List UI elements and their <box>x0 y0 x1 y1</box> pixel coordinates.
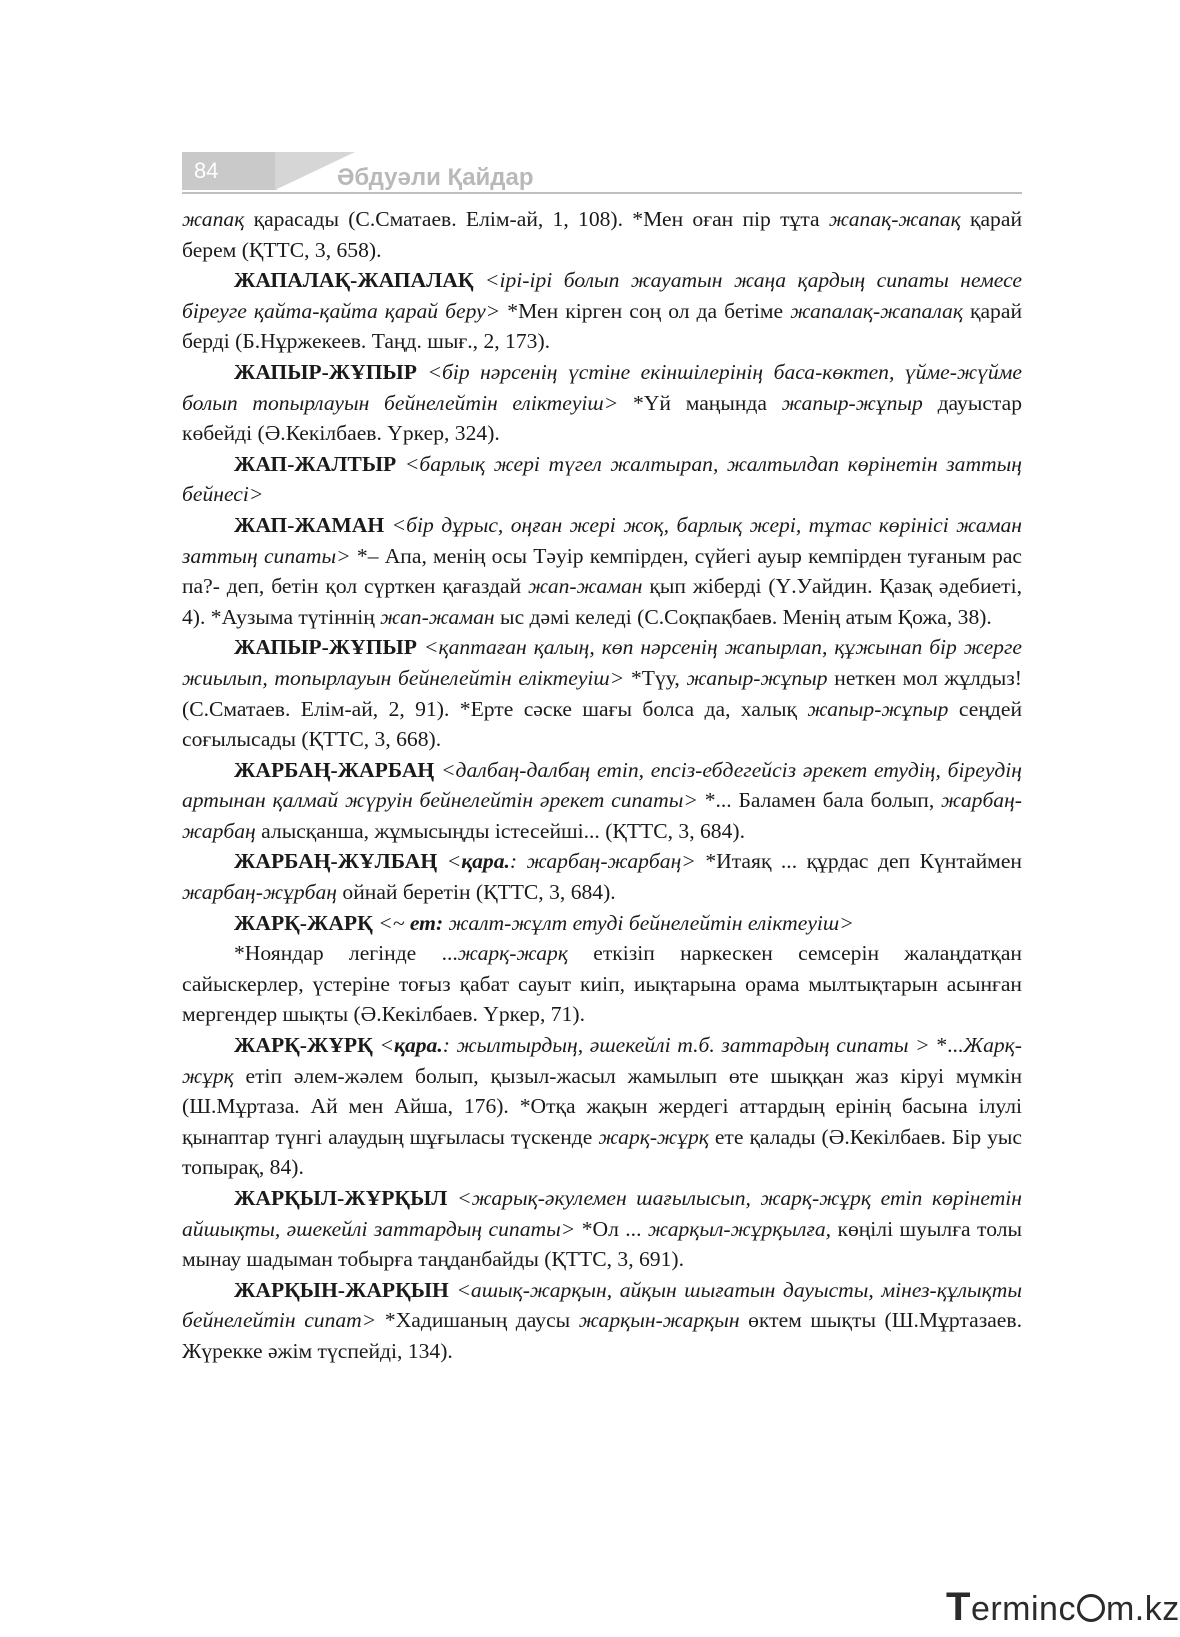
logo-letter-t: T <box>946 1585 971 1629</box>
entry-text: сеңдей соғылысады (ҚТТС, 3, 668). <box>182 696 1023 752</box>
headword: ЖАРБАҢ-ЖАРБАҢ <box>234 757 435 782</box>
entry-text: қарай берді (Б.Нұржекеев. Таңд. шығ., 2, 173). <box>182 298 1022 354</box>
entry-text: дауыстар көбейді (Ә.Кекілбаев. Үркер, 324). <box>182 390 1023 446</box>
italic-text: жапалақ-жапалақ <box>790 298 963 323</box>
italic-text: : жылтырдың, әшекейлі т.б. заттардың сипаты > <box>442 1033 930 1058</box>
dictionary-entry <box>182 846 1022 907</box>
dictionary-text <box>182 204 1022 1367</box>
italic-text: жарқыл-жұрқылға, <box>647 1216 832 1241</box>
dictionary-entry <box>182 938 1022 1030</box>
italic-text: жарбаң-жұрбаң <box>182 880 338 905</box>
italic-text: жапақ <box>182 207 245 231</box>
entry-text: *Итаяқ ... құрдас деп Күнтаймен <box>695 849 1022 874</box>
italic-text: жарқ-жарқ <box>457 941 568 966</box>
entry-text: көңілі шуылға толы мынау шадыман тобырға таңданбайды (ҚТТС, 3, 691). <box>182 1216 1022 1272</box>
bold-italic-text: ет: <box>409 910 444 935</box>
italic-text: жалт-жұлт етуді бейнелейтін еліктеуіш> <box>443 910 854 935</box>
dictionary-entry <box>182 908 1022 939</box>
entry-text: *Үй маңында <box>618 390 782 415</box>
italic-text: жапыр-жұпыр <box>686 665 828 690</box>
headword: ЖАП-ЖАЛТЫР <box>234 451 397 476</box>
dictionary-entry <box>182 755 1022 847</box>
headword: ЖАРҚЫЛ-ЖҰРҚЫЛ <box>234 1186 448 1210</box>
headword: ЖАП-ЖАМАН <box>234 512 385 537</box>
entry-text: ете қалады (Ә.Кекілбаев. Бір уыс топырақ, 84). <box>182 1124 1022 1180</box>
logo-o-icon <box>1077 1594 1105 1622</box>
dictionary-entry <box>182 265 1022 357</box>
italic-text: <бір нәрсенің үстіне екіншілерінің баса-көктеп, үйме-жүйме болып топырлауын бейнелейтін еліктеуіш> <box>182 359 1022 415</box>
dictionary-entry <box>182 1275 1022 1367</box>
italic-text: жапақ-жапақ <box>828 207 961 231</box>
entry-text: *Түу, <box>624 665 687 690</box>
headword: ЖАРҚ-ЖАРҚ <box>234 910 373 935</box>
italic-text: <барлық жері түгел жалтырап, жалтылдап көрінетін заттың бейнесі> <box>182 451 1022 507</box>
headword: ЖАПАЛАҚ-ЖАПАЛАҚ <box>234 268 474 293</box>
entry-text: қарай берем (ҚТТС, 3, 658). <box>182 207 1022 262</box>
dictionary-entry <box>182 357 1022 449</box>
entry-text: *Ол ... <box>575 1216 648 1241</box>
italic-text: <ірі-ірі болып жауатын жаңа қардың сипаты немесе біреуге қайта-қайта қарай беру> <box>182 268 1022 323</box>
headword: ЖАПЫР-ЖҰПЫР <box>234 359 417 384</box>
italic-text: <қаптаған қалың, көп нәрсенің жапырлап, құжынап бір жерге жиылып, топырлауын бейнелейтін еліктеуіш> <box>182 635 1022 690</box>
italic-text: <жарық-әкулемен шағылысып, жарқ-жұрқ етіп көрінетін айшықты, әшекейлі заттардың сипаты> <box>182 1186 1022 1241</box>
italic-text: : жарбаң-жарбаң> <box>509 849 696 874</box>
dictionary-entry <box>182 632 1022 754</box>
italic-text: <~ <box>372 910 410 935</box>
italic-text: жап-жаман <box>528 574 643 599</box>
headword: ЖАРБАҢ-ЖҰЛБАҢ <box>234 849 438 874</box>
entry-text: алысқанша, жұмысыңды істесейші... (ҚТТС, 3, 684). <box>255 818 745 843</box>
italic-text: <бір дұрыс, оңған жері жоқ, барлық жері, тұтас көрінісі жаман заттың сипаты> <box>182 512 1022 568</box>
logo-text-part1: erminc <box>970 1590 1076 1628</box>
entry-text: өктем шықты (Ш.Мұртазаев. Жүрекке әжім түспейді, 134). <box>182 1308 1022 1363</box>
italic-text: жарқ-жұрқ <box>598 1124 709 1149</box>
entry-text: қып жіберді (Ү.Уайдин. Қазақ әдебиеті, 4). *Аузыма түтіннің <box>182 574 1022 629</box>
bold-italic-text: қара. <box>461 849 510 874</box>
running-title-author: Әбдуәли Қайдар <box>337 164 534 191</box>
italic-text: жарбаң-жарбаң <box>182 788 1023 843</box>
entry-text: *... <box>929 1033 964 1058</box>
dictionary-entry <box>182 449 1022 510</box>
termincom-logo <box>946 1585 1180 1630</box>
dictionary-entry <box>182 1183 1022 1275</box>
italic-text: жапыр-жұпыр <box>781 390 923 415</box>
italic-text: жапыр-жұпыр <box>807 696 949 721</box>
dictionary-entry <box>182 204 1022 265</box>
entry-text: етіп әлем-жәлем болып, қызыл-жасыл жамылып өте шыққан жаз кіруі мүмкін (Ш.Мұртаза. Ай мен Айша, 176). *Отқа жақын жердегі аттардың ерінің басына ілулі қынаптар түнгі алаудың шұғыласы түскенде <box>182 1063 1022 1149</box>
italic-text: Жарқ-жұрқ <box>182 1033 1022 1088</box>
header-rule <box>182 192 1022 194</box>
italic-text: жап-жаман <box>380 604 495 629</box>
italic-text: < <box>372 1033 394 1058</box>
italic-text: жарқын-жарқын <box>578 1308 740 1333</box>
entry-text: қарасады (С.Сматаев. Елім-ай, 1, 108). *Мен оған пір тұта <box>244 207 829 231</box>
page-header <box>182 152 1022 196</box>
dictionary-entry <box>182 510 1022 632</box>
logo-text-part2: m.kz <box>1105 1590 1180 1628</box>
headword: ЖАПЫР-ЖҰПЫР <box>234 635 417 660</box>
bold-italic-text: қара. <box>394 1033 443 1058</box>
entry-text: ыс дәмі келеді (С.Соқпақбаев. Менің атым Қожа, 38). <box>494 604 992 629</box>
italic-text: <ашық-жарқын, айқын шығатын дауысты, мінез-құлықты бейнелейтін сипат> <box>182 1277 1022 1333</box>
entry-text: *Хадишаның даусы <box>376 1308 579 1333</box>
italic-text: < <box>437 849 462 874</box>
entry-text: *– Апа, менің осы Тәуір кемпірден, сүйегі ауыр кемпірден туғаным рас па?- деп, бетін қол сүрткен қағаздай <box>182 543 1022 599</box>
entry-text: *Мен кірген соң ол да бетіме <box>500 298 791 323</box>
entry-text: ойнай беретін (ҚТТС, 3, 684). <box>337 880 616 905</box>
dictionary-entry <box>182 1030 1022 1183</box>
italic-text: <далбаң-далбаң етіп, епсіз-ебдегейсіз әрекет етудің, біреудің артынан қалмай жүруін бейнелейтін әрекет сипаты> <box>182 757 1022 813</box>
headword: ЖАРҚЫН-ЖАРҚЫН <box>234 1277 449 1302</box>
entry-text: *Нояндар легінде ... <box>234 941 458 966</box>
entry-text: *... Баламен бала болып, <box>697 788 942 813</box>
headword: ЖАРҚ-ЖҰРҚ <box>234 1033 373 1058</box>
entry-text: еткізіп наркескен семсерін жалаңдатқан сайыскерлер, үстеріне тоғыз қабат сауыт киіп, иықтарына орама мылтықтарын асынған мергендер шықты (Ә.Кекілбаев. Үркер, 71). <box>182 941 1022 1027</box>
page-number: 84 <box>182 152 277 190</box>
entry-text: неткен мол жұлдыз! (С.Сматаев. Елім-ай, 2, 91). *Ерте сәске шағы болса да, халық <box>182 665 1022 721</box>
